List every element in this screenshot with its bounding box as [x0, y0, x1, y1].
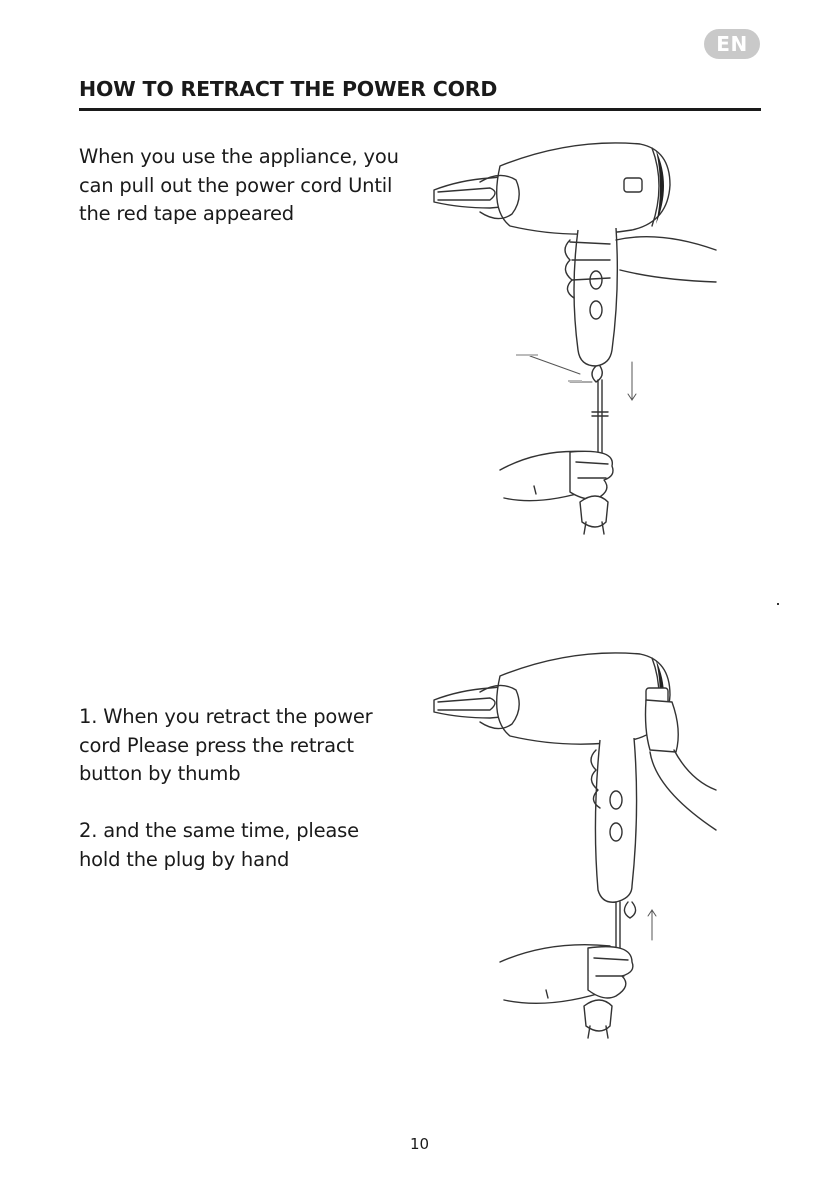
title-rule — [79, 108, 761, 111]
pull-cord-instruction: When you use the appliance, you can pull out the power cord Until the red tape appeared — [79, 145, 399, 225]
stray-dot — [777, 603, 779, 605]
pull-cord-illustration — [420, 130, 720, 540]
section-title: HOW TO RETRACT THE POWER CORD — [79, 77, 498, 101]
retract-step-2: 2. and the same time, please hold the plug by hand — [79, 819, 359, 871]
language-badge: EN — [704, 29, 760, 59]
retract-cord-illustration — [420, 640, 720, 1050]
retract-step-1: 1. When you retract the power cord Please press the retract button by thumb — [79, 705, 373, 785]
page-number: 10 — [409, 1135, 430, 1153]
